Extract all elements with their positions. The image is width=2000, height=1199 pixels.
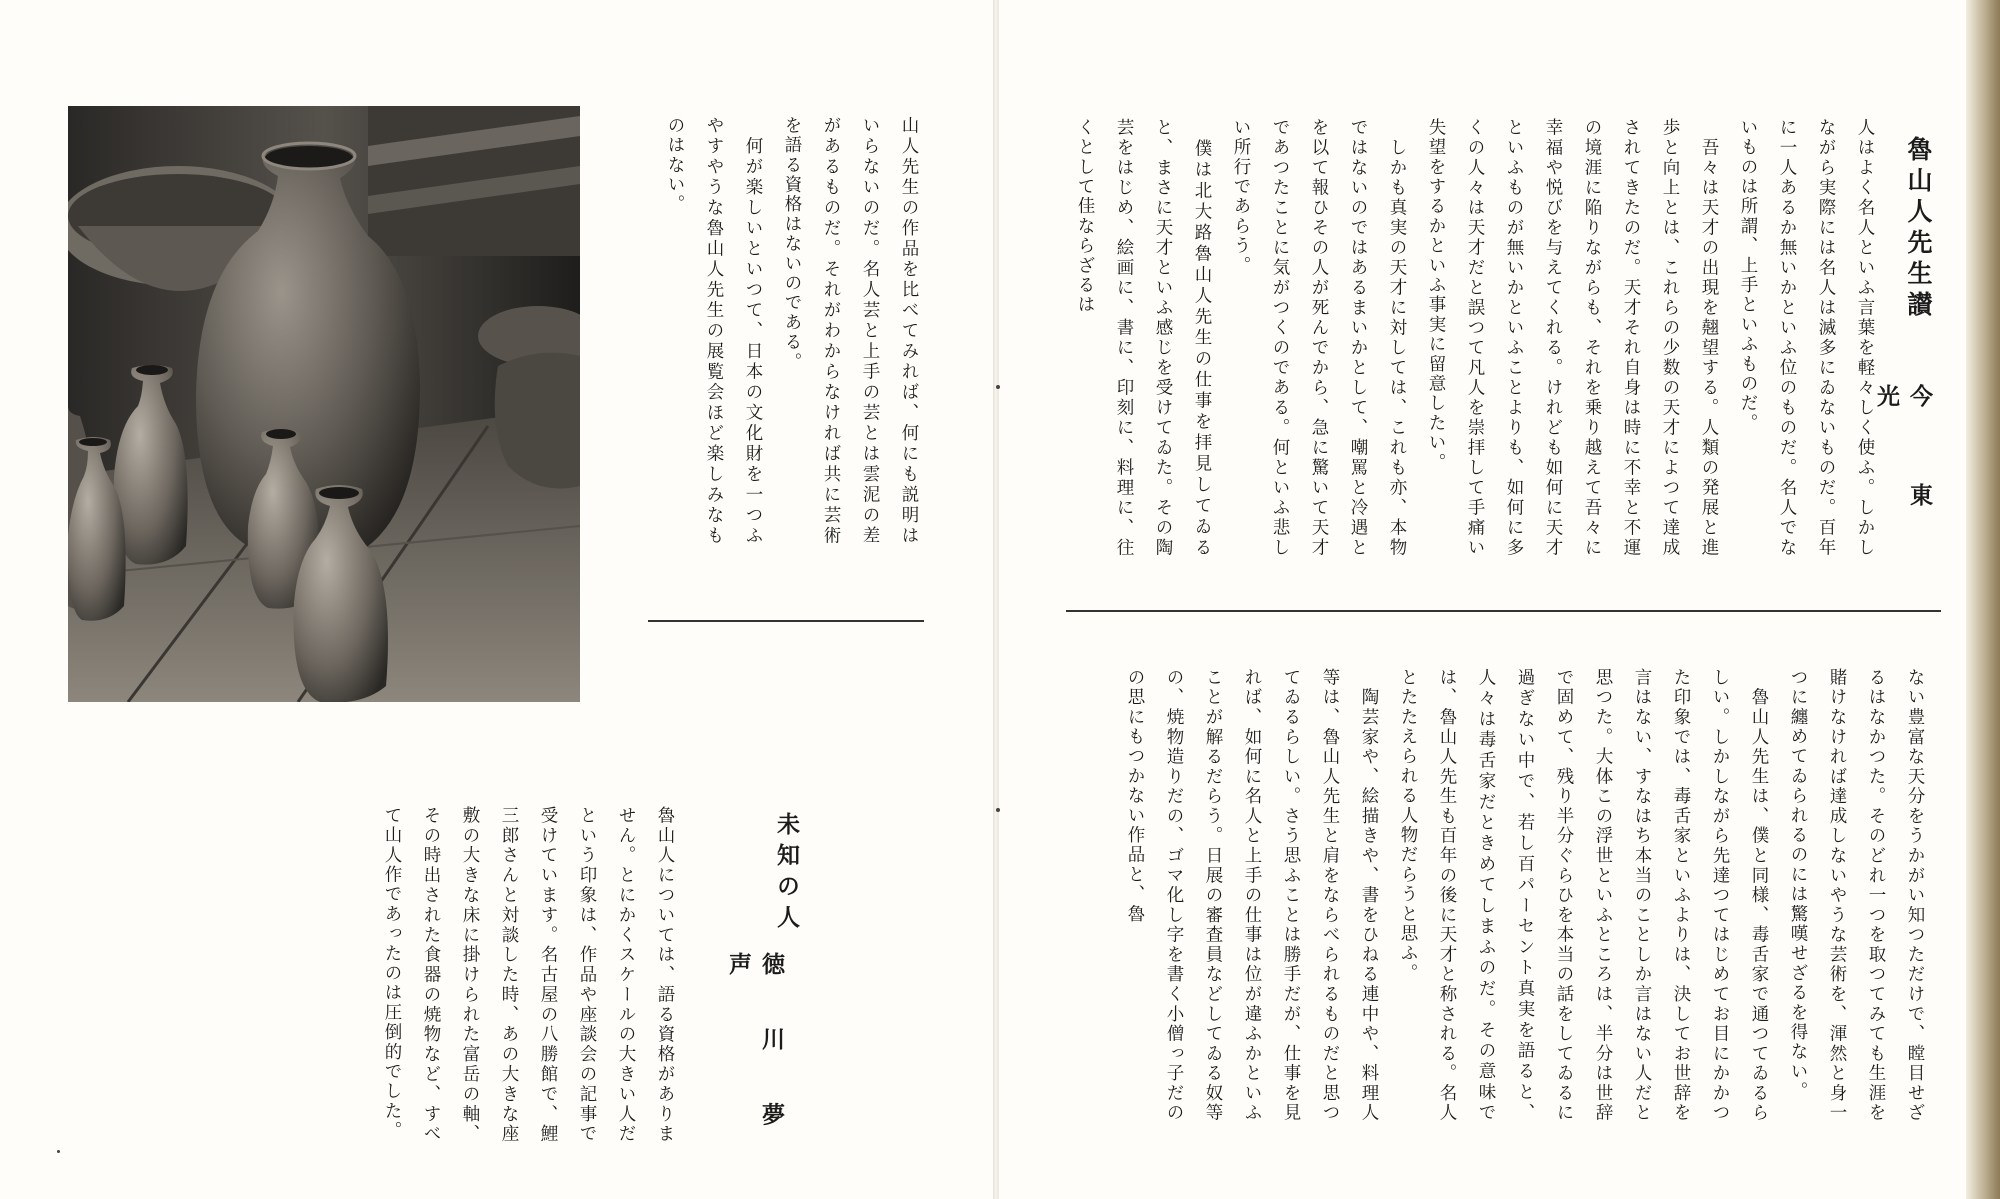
essay-tokugawa-body: 魯山人については、語る資格がありません。とにかくスケールの大きい人だという印象は、作品や座談会の記事で受けています。名古屋の八勝館で、鯉三郎さんと対談した時、あの大きな座敷の大きな床に掛けられた富岳の軸、その時出された食器の焼物など、すべて山人作であったのは圧倒的でした。 xyxy=(382,806,675,1144)
essay-continuation-left: 山人先生の作品を比べてみれば、何にも説明はいらないのだ。名人芸と上手の芸とは雲泥の差があるものだ。それがわからなければ共に芸術を語る資格はないのである。 何が楽しいといつて、日本の文化財を一つふやすやうな魯山人先生の展覧会ほど楽しみなものはない。 xyxy=(665,116,919,546)
essay-title-tokugawa: 未知の人 xyxy=(773,812,800,936)
page-edge xyxy=(1966,0,2000,1199)
essay-author-tokugawa: 徳 川 夢 声 xyxy=(725,952,785,1148)
page-gutter xyxy=(993,0,999,1199)
essay-upper-right: 人はよく名人といふ言葉を軽々しく使ふ。しかしながら実際には名人は滅多にゐないものだ。百年に一人あるか無いかといふ位のものだ。名人でないものは所謂、上手といふものだ。 吾々は天才の出現を翹望する。人類の発展と進歩と向上とは、これらの少数の天才によつて達成されてきたのだ。天才それ自身は時に不幸と不運の境涯に陥りながらも、それを乗り越えて吾々に幸福や悦びを与えてくれる。けれども如何に天才といふものが無いかといふことよりも、如何に多くの人々は天才だと誤つて凡人を崇拝して手痛い失望をするかといふ事実に留意したい。 しかも真実の天才に対しては、これも亦、本物ではないのではあるまいかとして、嘲罵と冷遇とを以て報ひその人が死んでから、急に驚いて天才であつたことに気がつくのである。何といふ悲しい所行であらう。 僕は北大路魯山人先生の仕事を拝見してゐると、まさに天才といふ感じを受けてゐた。その陶芸をはじめ、絵画に、書に、印刻に、料理に、往くとして佳ならざるは xyxy=(1075,118,1875,558)
binding-mark xyxy=(996,385,1000,389)
section-divider-right xyxy=(1066,610,1941,612)
essay-author-konto: 今 東 光 xyxy=(1873,384,1933,541)
binding-mark xyxy=(996,808,1000,812)
essay-lower-right: ない豊富な天分をうかがい知つただけで、瞠目せざるはなかつた。そのどれ一つを取つてみても生涯を賭けなければ達成しないやうな芸術を、渾然と身一つに纏めてゐられるのには驚嘆せざるを得ない。 魯山人先生は、僕と同様、毒舌家で通つてゐるらしい。しかしながら先達つてはじめてお目にかかつた印象では、毒舌家といふよりは、決してお世辞を言はない、すなはち本当のことしか言はない人だと思つた。大体この浮世といふところは、半分は世辞で固めて、残り半分ぐらひを本当の話をしてゐるに過ぎない中で、若し百パーセント真実を語ると、人々は毒舌家だときめてしまふのだ。その意味では、魯山人先生も百年の後に天才と称される。名人とたたえられる人物だらうと思ふ。 陶芸家や、絵描きや、書をひねる連中や、料理人等は、魯山人先生と肩をならべられるものだと思つてゐるらしい。さう思ふことは勝手だが、仕事を見れば、如何に名人と上手の仕事は位が違ふかといふことが解るだらう。日展の審査員などしてゐる奴等の、焼物造りだの、ゴマ化し字を書く小僧っ子だのの思にもつかない作品と、魯 xyxy=(1125,668,1925,1123)
pottery-vessels-image xyxy=(68,106,580,702)
essay-title-konto: 魯山人先生讃 xyxy=(1904,136,1933,322)
pottery-photograph xyxy=(68,106,580,702)
binding-mark xyxy=(57,1150,60,1153)
section-divider-left xyxy=(648,620,924,622)
